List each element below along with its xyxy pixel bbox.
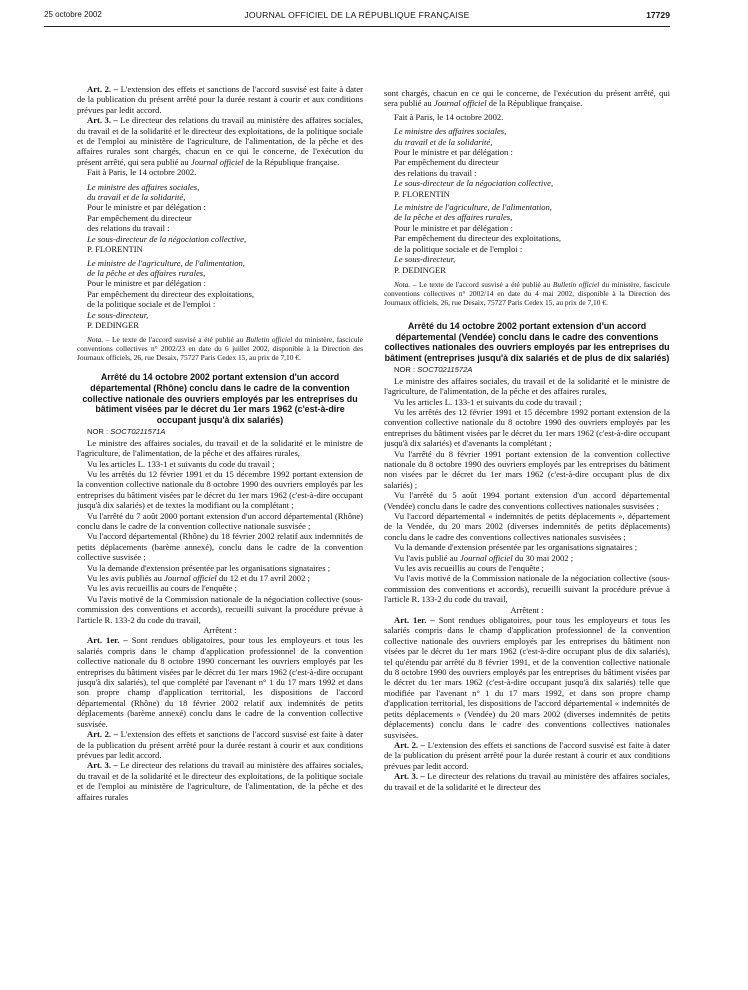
header-rule: [44, 26, 670, 27]
paragraph: Vu la demande d'extension présentée par les organisations signataires ;: [394, 542, 638, 553]
paragraph: Vu l'avis motivé de la Commission nationale de la négociation collective (sous-commission des conventions et accords), recueilli suivant la procédure prévue à l'article R. 133-2 du code du travail,: [384, 573, 670, 605]
paragraph: Le ministre des affaires sociales, du travail et de la solidarité et le ministre de l'agriculture, de l'alimentation, de la pêche et des affaires rurales,: [384, 375, 670, 397]
arretent-heading: Arrêtent :: [203, 625, 237, 636]
signature-block-1: Le ministre des affaires sociales, du travail et de la solidarité, Pour le ministre et par délégation : Par empêchement du directeur des relations du travail : Le sous-directeur de la négociation collective, P. FLORENTIN: [394, 126, 554, 199]
article-3: Art. 3. – Le directeur des relations du travail au ministère des affaires sociales, du travail et de la solidarité et le directeur des: [384, 771, 670, 792]
paragraph: Vu les arrêtés des 12 février 1991 et 15 décembre 1992 portant extension de la convention collective nationale du 8 octobre 1990 des ouvriers employés par les entreprises du bâtiment visées par le décret du 1er mars 1962 (c'est-à-dire occupant jusqu'à dix salariés) et d'avenants la complétant ;: [384, 406, 670, 449]
signature-block-2: Le ministre de l'agriculture, de l'alimentation, de la pêche et des affaires rurales, Pour le ministre et par délégation : Par empêchement du directeur des exploitations, de la politique sociale et de l'emploi : Le sous-directeur, P. DEDINGER: [87, 257, 255, 330]
paragraph: Vu l'avis publié au Journal officiel du 30 mai 2002 ;: [394, 552, 574, 563]
arretent-heading: Arrêtent :: [510, 604, 544, 615]
paragraph: Vu l'arrêté du 7 août 2000 portant extension d'un accord départemental (Rhône) conclu dans le cadre de la convention collective nationale susvisée ;: [77, 510, 363, 531]
nota: Nota. – Le texte de l'accord susvisé a été publié au Bulletin officiel du ministère, fascicule conventions collectives n° 2002/23 en date du 6 juillet 2002, disponible à la Direction des Journaux officiels, 26, rue Desaix, 75727 Paris Cedex 15, au prix de 7,10 €.: [77, 335, 363, 363]
paragraph: Le ministre des affaires sociales, du travail et de la solidarité et le ministre de l'agriculture, de l'alimentation, de la pêche et des affaires rurales,: [77, 437, 363, 459]
article-2: Art. 2. – L'extension des effets et sanctions de l'accord susvisé est faite à dater de la publication du présent arrêté pour la durée restant à courir et aux conditions prévues par ledit accord.: [384, 739, 670, 771]
paragraph: Vu l'arrêté du 8 février 1991 portant extension de la convention collective nationale du 8 octobre 1990 des ouvriers employés par les entreprises du bâtiment non visées par le décret du 1er mars 1962 (c'est-à-dire occupant plus de dix salariés) ;: [384, 448, 670, 490]
nor-reference: NOR : SOCT0211572A: [394, 365, 473, 375]
article-2: Art. 2. – L'extension des effets et sanctions de l'accord susvisé est faite à dater de la publication du présent arrêté pour la durée restant à courir et aux conditions prévues par ledit accord.: [77, 84, 363, 115]
header-date: 25 octobre 2002: [44, 10, 102, 19]
fait-a-paris: Fait à Paris, le 14 octobre 2002.: [394, 111, 504, 122]
header-journal-title: JOURNAL OFFICIEL DE LA RÉPUBLIQUE FRANÇAISE: [244, 10, 470, 20]
paragraph: Vu l'arrêté du 5 août 1994 portant extension d'un accord départemental (Vendée) conclu dans le cadre des conventions collectives nationales susvisées ;: [384, 490, 670, 511]
paragraph: Vu l'accord départemental « indemnités de petits déplacements », département de la Vendée, du 20 mars 2002 (diverses indemnités de petits déplacements) conclu dans le cadre des conventions collectives nationales susvisées ;: [384, 510, 670, 542]
fait-a-paris: Fait à Paris, le 14 octobre 2002.: [87, 167, 197, 178]
decree-title: Arrêté du 14 octobre 2002 portant extension d'un accord départemental (Rhône) conclu dans le cadre de la convention collective nationale des ouvriers employés par les entreprises du bâtiment visées par le décret du 1er mars 1962 (c'est-à-dire occupant jusqu'à dix salariés): [82, 372, 358, 425]
paragraph: Vu les arrêtés du 12 février 1991 et du 15 décembre 1992 portant extension de la convention collective nationale du 8 octobre 1990 des ouvriers employés par les entreprises du bâtiment visées par le décret du 1er mars 1962 (c'est-à-dire occupant jusqu'à dix salariés) et de textes la modifiant ou la complétant ;: [77, 468, 363, 511]
paragraph: Vu les articles L. 133-1 et suivants du code du travail ;: [394, 396, 582, 407]
article-3: Art. 3. – Le directeur des relations du travail au ministère des affaires sociales, du travail et de la solidarité et le directeur des exploitations, de la politique sociale et de l'emploi au ministère de l'agriculture, de l'alimentation, de la pêche et des affaires rurales: [77, 760, 363, 802]
article-2: Art. 2. – L'extension des effets et sanctions de l'accord susvisé est faite à dater de la publication du présent arrêté pour la durée restant à courir et aux conditions prévues par ledit accord.: [77, 729, 363, 760]
right-column: [384, 88, 670, 982]
paragraph: Vu les avis recueillis au cours de l'enquête ;: [394, 563, 544, 573]
header-page-number: 17729: [646, 10, 670, 20]
article-3-continued: sont chargés, chacun en ce qui le concerne, de l'exécution du présent arrêté, qui sera publié au Journal officiel de la République française.: [384, 88, 670, 109]
article-1: Art. 1er. – Sont rendues obligatoires, pour tous les employeurs et tous les salariés compris dans le champ d'application professionnel de la convention collective nationale des ouvriers employés par les entreprises du bâtiment non visées par le décret du 1er mars 1962 (c'est-à-dire occupant plus de dix salariés), tel qu'étendu par arrêté du 8 février 1991, et de la convention collective nationale du 8 octobre 1990 des ouvriers employés par les entreprises du bâtiment visées par le décret du 1er mars 1962 (c'est-à-dire occupant jusqu'à dix salariés) telle que modifiée par l'avenant n° 1 du 17 mars 1992, et dans son propre champ d'application territorial, les dispositions de l'accord départemental « indemnités de petits déplacements » (Vendée) du 20 mars 2002 (diverses indemnités de petits déplacements) conclu dans le cadre des conventions collectives nationales susvisées.: [384, 615, 670, 740]
paragraph: Vu l'avis motivé de la Commission nationale de la négociation collective (sous-commission des conventions et accords), recueilli suivant la procédure prévue à l'article R. 133-2 du code du travail,: [77, 593, 363, 625]
page-header: [44, 10, 670, 24]
left-column: [77, 84, 363, 982]
nor-reference: NOR : SOCT0211571A: [87, 427, 166, 437]
paragraph: Vu les avis recueillis au cours de l'enquête ;: [87, 583, 237, 594]
paragraph: Vu les avis publiés au Journal officiel du 12 et du 17 avril 2002 ;: [87, 573, 310, 583]
paragraph: Vu les articles L. 133-1 et suivants du code du travail ;: [87, 458, 275, 469]
signature-block-2: Le ministre de l'agriculture, de l'alimentation, de la pêche et des affaires rurales, Pour le ministre et par délégation : Par empêchement du directeur des exploitations, de la politique sociale et de l'emploi : Le sous-directeur, P. DEDINGER: [394, 202, 562, 275]
paragraph: Vu la demande d'extension présentée par les organisations signataires ;: [87, 562, 331, 573]
article-3: Art. 3. – Le directeur des relations du travail au ministère des affaires sociales, du travail et de la solidarité et le directeur des exploitations, de la politique sociale et de l'emploi au ministère de l'agriculture, de l'alimentation, de la pêche et des affaires rurales sont chargés, chacun en ce qui le concerne, de l'exécution du présent arrêté, qui sera publié au Journal officiel de la République française.: [77, 115, 363, 167]
paragraph: Vu l'accord départemental (Rhône) du 18 février 2002 relatif aux indemnités de petits déplacements (barème annexé), conclu dans le cadre de la convention collective susvisée ;: [77, 531, 363, 563]
signature-block-1: Le ministre des affaires sociales, du travail et de la solidarité, Pour le ministre et par délégation : Par empêchement du directeur des relations du travail : Le sous-directeur de la négociation collective, P. FLORENTIN: [87, 181, 247, 255]
article-1: Art. 1er. – Sont rendues obligatoires, pour tous les employeurs et tous les salariés compris dans le champ d'application professionnel de la convention collective nationale du 8 octobre 1990 concernant les ouvriers employés par les entreprises du bâtiment visées par le décret du 1er mars 1962 (c'est-à-dire occupant jusqu'à dix salariés), tel que complété par l'avenant n° 1 du 17 mars 1992 et dans son propre champ d'application territorial, les dispositions de l'accord départemental (Rhône) du 18 février 2002 relatif aux indemnités de petits déplacements (barème annexé) conclu dans le cadre de la convention collective susvisée.: [77, 635, 363, 729]
decree-title: Arrêté du 14 octobre 2002 portant extension d'un accord départemental (Vendée) conclu dans le cadre des conventions collectives nationales des ouvriers employés par les entreprises du bâtiment (entreprises jusqu'à dix salariés et de plus de dix salariés): [384, 320, 670, 363]
nota: Nota. – Le texte de l'accord susvisé a été publié au Bulletin officiel du ministère, fascicule conventions collectives n° 2002/14 en date du 4 mai 2002, disponible à la Direction des Journaux officiels, 26, rue Desaix, 75727 Paris Cedex 15, au prix de 7,10 €.: [384, 279, 670, 307]
